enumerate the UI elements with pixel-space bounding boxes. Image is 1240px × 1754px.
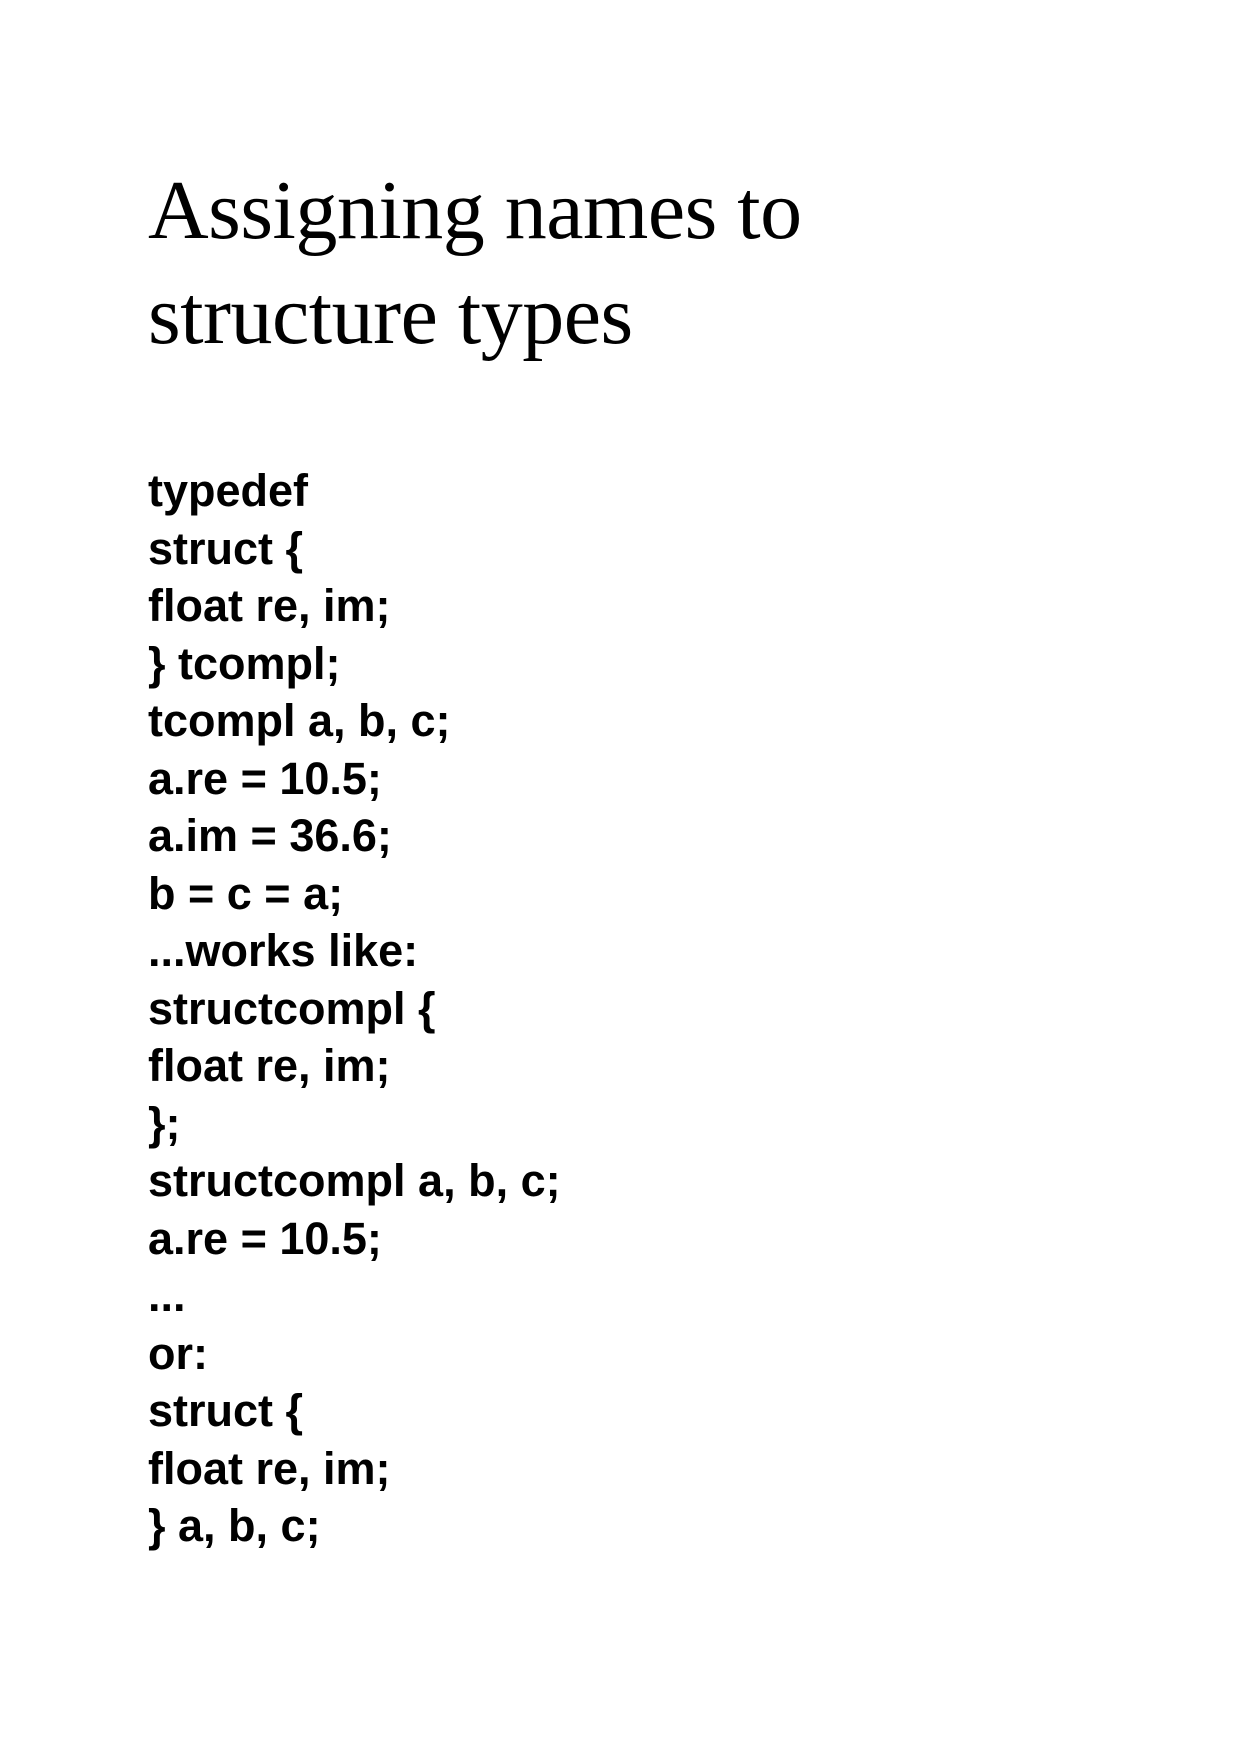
code-listing	[148, 462, 561, 1555]
code-line: } tcompl;	[148, 637, 341, 689]
code-line: b = c = a;	[148, 867, 344, 919]
code-line: float re, im;	[148, 1442, 391, 1494]
code-line: float re, im;	[148, 580, 391, 631]
title-line-1: Assigning names to	[148, 164, 802, 257]
code-line: struct {	[148, 1385, 304, 1436]
code-line: float re, im;	[148, 1040, 391, 1091]
code-line: a.im = 36.6;	[148, 810, 392, 861]
code-line: } a, b, c;	[148, 1500, 321, 1551]
code-line: };	[148, 1097, 181, 1149]
code-line: structcompl a, b, c;	[148, 1155, 561, 1206]
code-line: typedef	[148, 465, 309, 516]
code-line: struct {	[148, 522, 304, 574]
code-line: or:	[148, 1327, 208, 1379]
title-line-2: structure types	[148, 269, 633, 362]
code-line: a.re = 10.5;	[148, 1212, 382, 1264]
code-line: ...works like:	[148, 925, 419, 976]
code-line: ...	[148, 1270, 186, 1321]
page-title	[148, 158, 802, 368]
code-line: tcompl a, b, c;	[148, 695, 451, 746]
code-line: structcompl {	[148, 982, 436, 1034]
code-line: a.re = 10.5;	[148, 752, 382, 804]
